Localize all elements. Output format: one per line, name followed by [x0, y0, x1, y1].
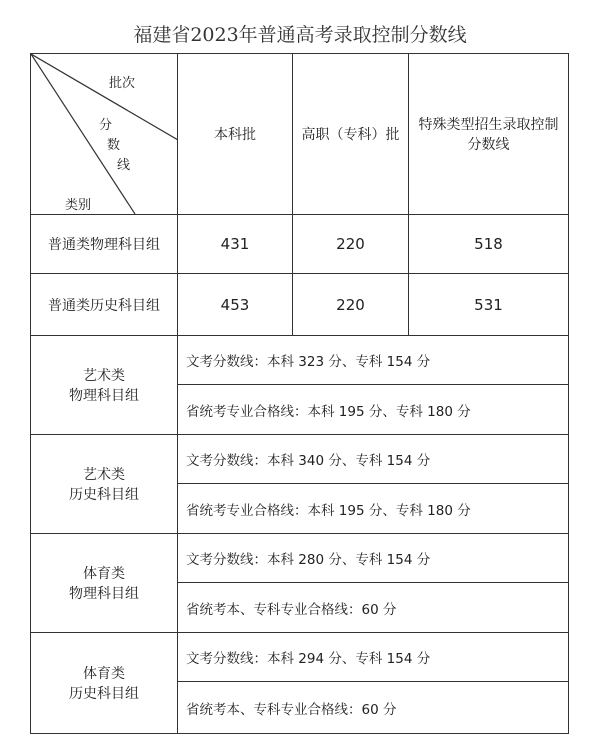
page-title: 福建省2023年普通高考录取控制分数线	[133, 24, 467, 46]
group-detail: 文考分数线：本科 323 分、专科 154 分	[178, 336, 569, 385]
corner-category: 类别	[65, 198, 92, 213]
table-row	[31, 274, 569, 336]
score-cell: 431	[178, 215, 293, 274]
score-cell: 453	[178, 274, 293, 336]
column-header: 特殊类型招生录取控制分数线	[409, 54, 569, 215]
corner-cell	[31, 54, 178, 215]
corner-score-1: 分	[99, 118, 113, 133]
header-row	[31, 54, 569, 215]
score-cell: 518	[409, 215, 569, 274]
group-category	[31, 534, 178, 633]
group-category	[31, 435, 178, 534]
group-line2: 物理科目组	[69, 586, 139, 602]
group-line2: 历史科目组	[69, 686, 139, 702]
group-detail: 省统考专业合格线：本科 195 分、专科 180 分	[178, 385, 569, 435]
group-detail: 省统考本、专科专业合格线：60 分	[178, 682, 569, 734]
group-line2: 物理科目组	[69, 388, 139, 404]
group-category	[31, 336, 178, 435]
table-row	[31, 633, 569, 682]
group-line1: 艺术类	[83, 368, 125, 384]
table-row	[31, 215, 569, 274]
group-line1: 体育类	[83, 566, 125, 582]
group-detail: 省统考专业合格线：本科 195 分、专科 180 分	[178, 484, 569, 534]
score-cell: 220	[293, 215, 409, 274]
score-cell: 220	[293, 274, 409, 336]
score-table	[30, 53, 569, 734]
row-category: 普通类物理科目组	[31, 215, 178, 274]
group-line2: 历史科目组	[69, 487, 139, 503]
table-row	[31, 435, 569, 484]
group-line1: 艺术类	[83, 467, 125, 483]
group-category	[31, 633, 178, 734]
column-header: 本科批	[178, 54, 293, 215]
corner-batch: 批次	[109, 76, 136, 91]
table-row	[31, 534, 569, 583]
group-detail: 文考分数线：本科 340 分、专科 154 分	[178, 435, 569, 484]
group-detail: 文考分数线：本科 280 分、专科 154 分	[178, 534, 569, 583]
group-detail: 文考分数线：本科 294 分、专科 154 分	[178, 633, 569, 682]
table-row	[31, 336, 569, 385]
group-line1: 体育类	[83, 666, 125, 682]
row-category: 普通类历史科目组	[31, 274, 178, 336]
group-detail: 省统考本、专科专业合格线：60 分	[178, 583, 569, 633]
corner-score-2: 数	[107, 138, 121, 153]
corner-score-3: 线	[117, 158, 131, 173]
column-header: 高职（专科）批	[293, 54, 409, 215]
score-cell: 531	[409, 274, 569, 336]
diagonal-lines	[31, 54, 178, 214]
